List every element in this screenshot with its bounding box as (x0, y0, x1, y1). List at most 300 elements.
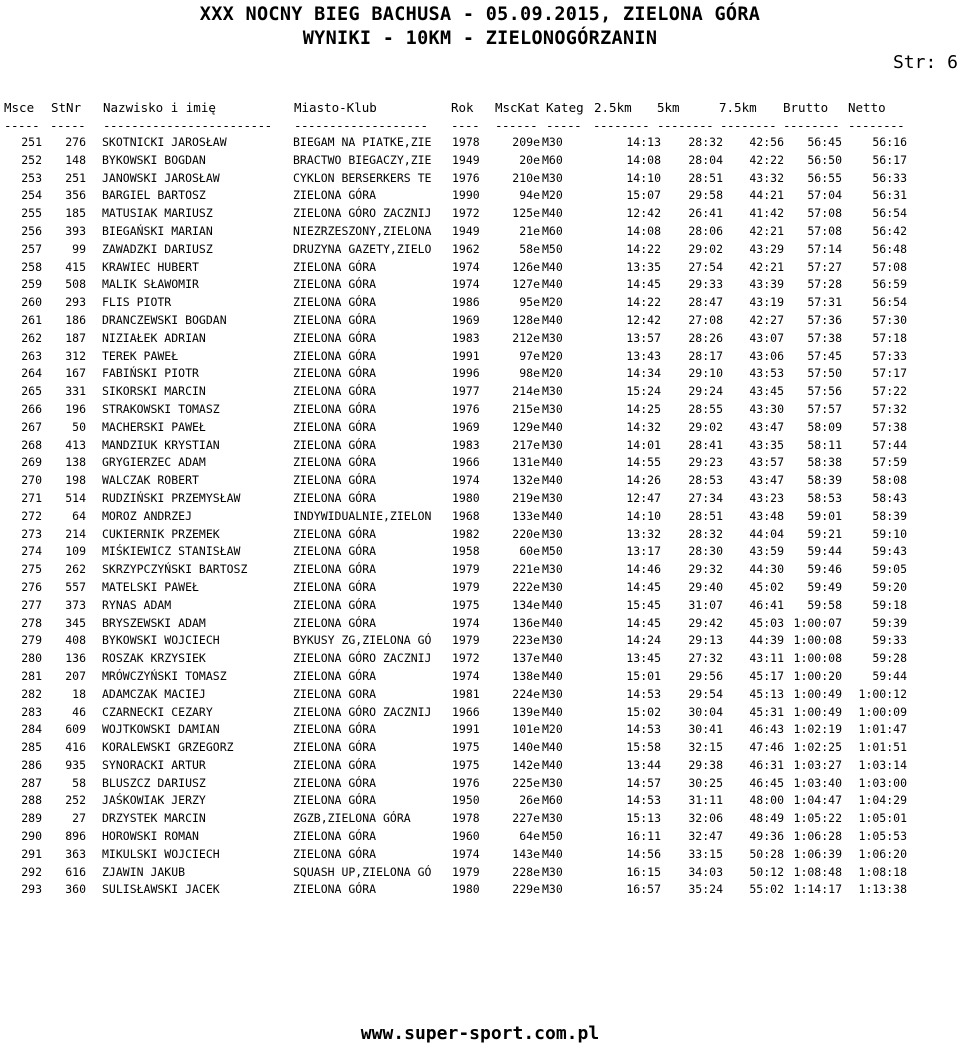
cell-place: 257 (21, 241, 42, 256)
cell-split-5km: 35:24 (688, 882, 723, 897)
cell-place: 282 (21, 686, 42, 701)
cell-split-5km: 33:15 (688, 846, 723, 861)
cell-birth-year: 1966 (452, 455, 480, 470)
cell-category-place: 219e (512, 490, 540, 505)
cell-split-7-5km: 43:45 (749, 384, 784, 399)
separator-name: ------------------------ (103, 118, 272, 133)
cell-split-5km: 32:06 (688, 811, 723, 826)
cell-start-number: 276 (65, 135, 86, 149)
cell-place: 260 (21, 295, 42, 310)
cell-place: 287 (21, 775, 42, 790)
cell-category-place: 125e (512, 206, 540, 221)
cell-net-time: 1:05:01 (858, 811, 907, 826)
cell-club: INDYWIDUALNIE,ZIELON (293, 508, 432, 523)
cell-net-time: 1:05:53 (858, 829, 907, 844)
cell-gross-time: 1:04:47 (793, 793, 842, 808)
table-row (0, 472, 960, 490)
cell-birth-year: 1983 (452, 437, 480, 452)
cell-name: MACHERSKI PAWEŁ (102, 419, 206, 434)
table-row (0, 721, 960, 739)
cell-category: M20 (542, 295, 563, 310)
cell-net-time: 59:39 (872, 615, 907, 630)
cell-category-place: 139e (512, 704, 540, 719)
cell-split-2-5km: 12:42 (626, 312, 661, 327)
cell-split-5km: 29:40 (688, 579, 723, 594)
cell-net-time: 58:08 (872, 473, 907, 488)
header-category-place: MscKat (495, 100, 541, 115)
cell-category: M40 (542, 846, 563, 861)
cell-category-place: 221e (512, 562, 540, 577)
cell-birth-year: 1981 (452, 686, 480, 701)
table-row (0, 810, 960, 828)
table-row (0, 650, 960, 668)
cell-club: ZIELONA GÓRA (293, 419, 377, 434)
separator-split-7-5km: -------- (720, 118, 777, 133)
cell-gross-time: 58:53 (807, 490, 842, 505)
cell-split-7-5km: 46:45 (749, 775, 784, 790)
cell-place: 255 (21, 206, 42, 221)
cell-name: MATELSKI PAWEŁ (102, 579, 199, 594)
cell-start-number: 64 (72, 508, 86, 523)
cell-start-number: 935 (65, 757, 86, 772)
cell-start-number: 252 (65, 793, 86, 808)
cell-split-5km: 28:47 (688, 295, 723, 310)
table-row (0, 792, 960, 810)
cell-start-number: 415 (65, 259, 86, 274)
cell-name: ROSZAK KRZYSIEK (102, 651, 206, 666)
cell-split-2-5km: 14:10 (626, 170, 661, 185)
cell-net-time: 57:30 (872, 312, 907, 327)
cell-category: M40 (542, 508, 563, 523)
table-row (0, 401, 960, 419)
cell-club: ZIELONA GÓRA (293, 401, 377, 416)
cell-split-7-5km: 43:59 (749, 544, 784, 559)
cell-split-2-5km: 13:57 (626, 330, 661, 345)
page-title: XXX NOCNY BIEG BACHUSA - 05.09.2015, ZIELONA GÓRA (199, 4, 761, 25)
cell-split-7-5km: 45:13 (749, 686, 784, 701)
cell-category-place: 215e (512, 401, 540, 416)
table-row (0, 205, 960, 223)
cell-birth-year: 1949 (452, 152, 480, 167)
cell-gross-time: 1:05:22 (793, 811, 842, 826)
cell-category: M60 (542, 223, 563, 238)
cell-start-number: 356 (65, 188, 86, 203)
header-separator (0, 0, 960, 140)
cell-club: DRUZYNA GAZETY,ZIELO (293, 241, 432, 256)
cell-name: SYNORACKI ARTUR (102, 757, 206, 772)
cell-net-time: 1:03:14 (858, 757, 907, 772)
header-split-5km: 5km (657, 100, 680, 115)
cell-place: 292 (21, 864, 42, 879)
cell-category-place: 58e (519, 241, 540, 256)
cell-place: 288 (21, 793, 42, 808)
cell-gross-time: 56:50 (807, 152, 842, 167)
cell-category: M40 (542, 259, 563, 274)
cell-split-2-5km: 15:01 (626, 668, 661, 683)
cell-birth-year: 1950 (452, 793, 480, 808)
header-club: Miasto-Klub (294, 100, 377, 115)
cell-place: 265 (21, 384, 42, 399)
cell-category-place: 128e (512, 312, 540, 327)
cell-gross-time: 59:49 (807, 579, 842, 594)
cell-gross-time: 56:55 (807, 170, 842, 185)
table-row (0, 579, 960, 597)
cell-category: M30 (542, 330, 563, 345)
cell-split-7-5km: 45:03 (749, 615, 784, 630)
table-row (0, 615, 960, 633)
cell-category-place: 127e (512, 277, 540, 292)
cell-category: M30 (542, 401, 563, 416)
cell-birth-year: 1979 (452, 633, 480, 648)
cell-split-2-5km: 13:35 (626, 259, 661, 274)
cell-name: WALCZAK ROBERT (102, 473, 199, 488)
cell-split-7-5km: 44:30 (749, 562, 784, 577)
cell-birth-year: 1960 (452, 829, 480, 844)
cell-net-time: 57:17 (872, 366, 907, 381)
cell-place: 279 (21, 633, 42, 648)
cell-start-number: 408 (65, 633, 86, 648)
header-split-7-5km: 7.5km (719, 100, 757, 115)
cell-club: ZIELONA GÓRA (293, 384, 377, 399)
cell-split-5km: 28:51 (688, 508, 723, 523)
cell-split-7-5km: 44:21 (749, 188, 784, 203)
cell-category-place: 224e (512, 686, 540, 701)
cell-gross-time: 1:14:17 (793, 882, 842, 897)
cell-birth-year: 1974 (452, 846, 480, 861)
cell-split-5km: 29:24 (688, 384, 723, 399)
table-row (0, 259, 960, 277)
cell-place: 284 (21, 722, 42, 737)
cell-split-2-5km: 15:45 (626, 597, 661, 612)
cell-split-2-5km: 13:32 (626, 526, 661, 541)
cell-gross-time: 57:57 (807, 401, 842, 416)
cell-birth-year: 1975 (452, 597, 480, 612)
cell-birth-year: 1976 (452, 170, 480, 185)
cell-split-7-5km: 46:41 (749, 597, 784, 612)
cell-category-place: 136e (512, 615, 540, 630)
cell-net-time: 56:16 (872, 135, 907, 149)
cell-birth-year: 1980 (452, 490, 480, 505)
cell-split-2-5km: 13:17 (626, 544, 661, 559)
cell-net-time: 56:17 (872, 152, 907, 167)
cell-category: M30 (542, 686, 563, 701)
cell-split-2-5km: 15:07 (626, 188, 661, 203)
cell-split-2-5km: 15:58 (626, 740, 661, 755)
cell-split-7-5km: 48:00 (749, 793, 784, 808)
cell-birth-year: 1972 (452, 651, 480, 666)
table-row (0, 241, 960, 259)
cell-start-number: 609 (65, 722, 86, 737)
cell-split-2-5km: 14:08 (626, 223, 661, 238)
cell-place: 261 (21, 312, 42, 327)
cell-place: 264 (21, 366, 42, 381)
cell-club: ZIELONA GÓRA (293, 829, 377, 844)
cell-split-2-5km: 14:55 (626, 455, 661, 470)
table-row (0, 223, 960, 241)
cell-split-2-5km: 14:53 (626, 793, 661, 808)
table-row (0, 365, 960, 383)
cell-place: 262 (21, 330, 42, 345)
cell-net-time: 56:31 (872, 188, 907, 203)
cell-net-time: 59:28 (872, 651, 907, 666)
cell-net-time: 57:32 (872, 401, 907, 416)
cell-start-number: 413 (65, 437, 86, 452)
header-name: Nazwisko i imię (103, 100, 216, 115)
cell-category-place: 143e (512, 846, 540, 861)
cell-birth-year: 1974 (452, 473, 480, 488)
cell-birth-year: 1986 (452, 295, 480, 310)
cell-category-place: 26e (519, 793, 540, 808)
cell-net-time: 56:33 (872, 170, 907, 185)
cell-club: ZIELONA GÓRA (293, 740, 377, 755)
table-row (0, 597, 960, 615)
cell-split-5km: 29:58 (688, 188, 723, 203)
cell-start-number: 360 (65, 882, 86, 897)
cell-start-number: 185 (65, 206, 86, 221)
cell-club: ZIELONA GÓRA (293, 668, 377, 683)
cell-birth-year: 1991 (452, 722, 480, 737)
cell-net-time: 56:54 (872, 206, 907, 221)
cell-name: MATUSIAK MARIUSZ (102, 206, 213, 221)
cell-birth-year: 1962 (452, 241, 480, 256)
cell-category-place: 217e (512, 437, 540, 452)
cell-split-5km: 29:10 (688, 366, 723, 381)
cell-name: BARGIEL BARTOSZ (102, 188, 206, 203)
cell-place: 266 (21, 401, 42, 416)
cell-gross-time: 59:01 (807, 508, 842, 523)
cell-club: ZIELONA GÓRO ZACZNIJ (293, 651, 432, 666)
cell-name: JAŚKOWIAK JERZY (102, 793, 206, 808)
cell-birth-year: 1974 (452, 259, 480, 274)
results-table (0, 134, 960, 899)
cell-name: SIKORSKI MARCIN (102, 384, 206, 399)
separator-club: ------------------- (294, 118, 428, 133)
cell-place: 289 (21, 811, 42, 826)
cell-split-5km: 27:54 (688, 259, 723, 274)
cell-name: SULISŁAWSKI JACEK (102, 882, 220, 897)
cell-club: ZIELONA GÓRA (293, 597, 377, 612)
cell-club: ZGZB,ZIELONA GÓRA (293, 811, 411, 826)
cell-birth-year: 1978 (452, 135, 480, 149)
table-row (0, 419, 960, 437)
cell-gross-time: 57:56 (807, 384, 842, 399)
cell-place: 268 (21, 437, 42, 452)
cell-name: JANOWSKI JAROSŁAW (102, 170, 220, 185)
table-row (0, 828, 960, 846)
cell-split-5km: 30:04 (688, 704, 723, 719)
cell-category-place: 214e (512, 384, 540, 399)
header-category: Kateg (546, 100, 584, 115)
cell-category-place: 98e (519, 366, 540, 381)
cell-birth-year: 1969 (452, 312, 480, 327)
cell-split-7-5km: 43:07 (749, 330, 784, 345)
cell-split-5km: 26:41 (688, 206, 723, 221)
cell-place: 252 (21, 152, 42, 167)
cell-place: 259 (21, 277, 42, 292)
header-gross-time: Brutto (783, 100, 829, 115)
cell-start-number: 196 (65, 401, 86, 416)
cell-name: BLUSZCZ DARIUSZ (102, 775, 206, 790)
cell-place: 276 (21, 579, 42, 594)
cell-split-7-5km: 44:04 (749, 526, 784, 541)
cell-club: ZIELONA GÓRA (293, 437, 377, 452)
cell-net-time: 1:13:38 (858, 882, 907, 897)
cell-category-place: 142e (512, 757, 540, 772)
cell-place: 256 (21, 223, 42, 238)
cell-category: M30 (542, 811, 563, 826)
cell-category-place: 64e (519, 829, 540, 844)
separator-category-place: ------ (495, 118, 538, 133)
cell-category: M40 (542, 455, 563, 470)
header-split-2-5km: 2.5km (594, 100, 632, 115)
cell-club: BRACTWO BIEGACZY,ZIE (293, 152, 432, 167)
cell-category: M40 (542, 312, 563, 327)
cell-gross-time: 57:31 (807, 295, 842, 310)
cell-club: BYKUSY ZG,ZIELONA GÓ (293, 633, 432, 648)
cell-start-number: 198 (65, 473, 86, 488)
cell-club: ZIELONA GÓRA (293, 259, 377, 274)
cell-split-5km: 29:56 (688, 668, 723, 683)
cell-gross-time: 1:03:40 (793, 775, 842, 790)
cell-split-7-5km: 42:56 (749, 135, 784, 149)
cell-split-7-5km: 43:53 (749, 366, 784, 381)
cell-split-5km: 29:38 (688, 757, 723, 772)
cell-birth-year: 1968 (452, 508, 480, 523)
cell-start-number: 136 (65, 651, 86, 666)
cell-club: ZIELONA GÓRA (293, 526, 377, 541)
cell-name: ZAWADZKI DARIUSZ (102, 241, 213, 256)
table-row (0, 543, 960, 561)
header-start-number: StNr (51, 100, 82, 115)
cell-split-7-5km: 45:17 (749, 668, 784, 683)
cell-split-7-5km: 43:47 (749, 473, 784, 488)
cell-split-5km: 28:30 (688, 544, 723, 559)
cell-split-2-5km: 13:43 (626, 348, 661, 363)
cell-split-7-5km: 45:02 (749, 579, 784, 594)
table-row (0, 152, 960, 170)
cell-club: ZIELONA GÓRA (293, 793, 377, 808)
cell-start-number: 616 (65, 864, 86, 879)
cell-club: ZIELONA GÓRA (293, 757, 377, 772)
cell-net-time: 1:06:20 (858, 846, 907, 861)
cell-category: M20 (542, 366, 563, 381)
cell-split-2-5km: 14:34 (626, 366, 661, 381)
cell-start-number: 896 (65, 829, 86, 844)
cell-place: 254 (21, 188, 42, 203)
cell-split-5km: 30:41 (688, 722, 723, 737)
cell-net-time: 56:42 (872, 223, 907, 238)
separator-birth-year: ---- (451, 118, 480, 133)
cell-place: 293 (21, 882, 42, 897)
cell-category: M40 (542, 615, 563, 630)
cell-club: NIEZRZESZONY,ZIELONA (293, 223, 432, 238)
separator-net-time: -------- (848, 118, 905, 133)
cell-birth-year: 1974 (452, 668, 480, 683)
cell-club: ZIELONA GÓRA (293, 188, 377, 203)
cell-start-number: 27 (72, 811, 86, 826)
cell-gross-time: 1:00:07 (793, 615, 842, 630)
cell-category: M30 (542, 437, 563, 452)
cell-birth-year: 1958 (452, 544, 480, 559)
cell-gross-time: 57:45 (807, 348, 842, 363)
table-row (0, 170, 960, 188)
cell-name: MIŚKIEWICZ STANISŁAW (102, 544, 241, 559)
cell-gross-time: 58:09 (807, 419, 842, 434)
cell-split-5km: 29:02 (688, 419, 723, 434)
table-row (0, 490, 960, 508)
table-row (0, 294, 960, 312)
cell-category-place: 223e (512, 633, 540, 648)
table-row (0, 561, 960, 579)
cell-name: TEREK PAWEŁ (102, 348, 179, 363)
cell-name: HOROWSKI ROMAN (102, 829, 199, 844)
cell-club: ZIELONA GÓRA (293, 295, 377, 310)
cell-split-7-5km: 43:48 (749, 508, 784, 523)
table-row (0, 187, 960, 205)
cell-name: FABIŃSKI PIOTR (102, 366, 199, 381)
cell-net-time: 1:04:29 (858, 793, 907, 808)
cell-start-number: 99 (72, 241, 86, 256)
cell-place: 251 (21, 135, 42, 149)
footer-url[interactable]: www.super-sport.com.pl (360, 1023, 600, 1044)
cell-club: SQUASH UP,ZIELONA GÓ (293, 864, 432, 879)
cell-split-5km: 28:53 (688, 473, 723, 488)
cell-split-2-5km: 14:53 (626, 722, 661, 737)
header-net-time: Netto (848, 100, 886, 115)
cell-club: ZIELONA GÓRA (293, 312, 377, 327)
cell-category: M30 (542, 384, 563, 399)
cell-category: M50 (542, 544, 563, 559)
cell-split-5km: 29:32 (688, 562, 723, 577)
cell-place: 286 (21, 757, 42, 772)
cell-split-5km: 29:13 (688, 633, 723, 648)
cell-place: 275 (21, 562, 42, 577)
cell-place: 285 (21, 740, 42, 755)
cell-club: ZIELONA GÓRA (293, 490, 377, 505)
cell-place: 263 (21, 348, 42, 363)
cell-club: BIEGAM NA PIATKE,ZIE (293, 135, 432, 149)
cell-category-place: 140e (512, 740, 540, 755)
cell-category-place: 220e (512, 526, 540, 541)
cell-split-7-5km: 48:49 (749, 811, 784, 826)
separator-split-5km: -------- (657, 118, 714, 133)
cell-club: ZIELONA GÓRA (293, 330, 377, 345)
cell-split-5km: 29:54 (688, 686, 723, 701)
cell-net-time: 57:22 (872, 384, 907, 399)
cell-gross-time: 57:08 (807, 223, 842, 238)
cell-category-place: 133e (512, 508, 540, 523)
cell-start-number: 167 (65, 366, 86, 381)
cell-category: M40 (542, 740, 563, 755)
cell-birth-year: 1978 (452, 811, 480, 826)
cell-split-7-5km: 43:29 (749, 241, 784, 256)
cell-category-place: 222e (512, 579, 540, 594)
cell-club: ZIELONA GÓRA (293, 473, 377, 488)
cell-split-7-5km: 44:39 (749, 633, 784, 648)
cell-name: ZJAWIN JAKUB (102, 864, 186, 879)
cell-birth-year: 1969 (452, 419, 480, 434)
cell-category-place: 212e (512, 330, 540, 345)
cell-gross-time: 56:45 (807, 135, 842, 149)
cell-gross-time: 58:38 (807, 455, 842, 470)
cell-split-2-5km: 15:24 (626, 384, 661, 399)
cell-gross-time: 57:50 (807, 366, 842, 381)
cell-name: STRAKOWSKI TOMASZ (102, 401, 220, 416)
cell-club: ZIELONA GÓRA (293, 579, 377, 594)
cell-split-7-5km: 46:43 (749, 722, 784, 737)
cell-start-number: 186 (65, 312, 86, 327)
cell-place: 269 (21, 455, 42, 470)
